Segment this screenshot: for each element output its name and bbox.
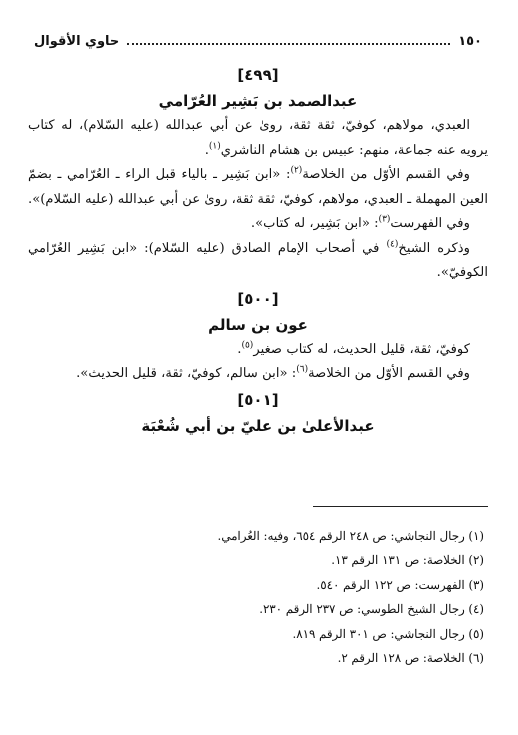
header-dot-leader: [127, 43, 450, 45]
footnote-ref: (٢): [290, 165, 303, 176]
footnote: (٢) الخلاصة: ص ١٣١ الرقم ١٣.: [331, 553, 484, 568]
footnote-separator: [313, 506, 488, 507]
footnote-ref: (٤): [386, 239, 399, 250]
page-number: ١٥٠: [458, 33, 482, 49]
footnote: (١) رجال النجاشي: ص ٢٤٨ الرقم ٦٥٤، وفيه: العُرامي.: [217, 529, 484, 543]
entry-name: عبدالصمد بن بَشِير العُرّامي: [158, 92, 358, 110]
footnote: (٥) رجال النجاشي: ص ٣٠١ الرقم ٨١٩.: [292, 626, 484, 641]
footnote-ref: (٦): [296, 364, 309, 375]
main-text: [28, 62, 488, 439]
footnote-ref: (١): [208, 141, 221, 152]
footnote-ref: (٣): [378, 214, 391, 225]
footnotes: [40, 524, 484, 670]
running-title: حاوي الأقوال: [34, 33, 120, 49]
entry-number: [٤٩٩]: [237, 66, 279, 84]
entry-paragraph: وفي القسم الأوّل من الخلاصة$^{(٦)}$: «ابن سالم، كوفيّ، ثقة، قليل الحديث».: [76, 364, 470, 381]
entry-name: عبدالأعلىٰ بن عليّ بن أبي شُعْبَة: [141, 416, 375, 435]
entry-paragraph: العبدي، مولاهم، كوفيّ، ثقة ثقة، روىٰ عن أبي عبدالله (عليه السّلام)، له كتاب يرويه عنه جماعة، منهم: عبيس بن هشام الناشري$^{(١)}$.: [28, 118, 488, 158]
footnote: (٣) الفهرست: ص ١٢٢ الرقم ٥٤٠.: [316, 577, 484, 592]
footnote-ref: (٥): [241, 340, 254, 351]
running-header: [34, 30, 482, 52]
entry-paragraph: كوفيّ، ثقة، قليل الحديث، له كتاب صغير$^{(٥)}$.: [237, 340, 470, 357]
footnote: (٤) رجال الشيخ الطوسي: ص ٢٣٧ الرقم ٢٣٠.: [259, 602, 484, 617]
entry-number: [٥٠٠]: [237, 289, 279, 308]
entry-number: [٥٠١]: [237, 390, 279, 409]
entry-paragraph: وذكره الشيخ$^{(٤)}$ في أصحاب الإمام الصادق (عليه السّلام): «ابن بَشِير العُرّامي الكوفيّ».: [28, 239, 488, 280]
footnote: (٦) الخلاصة: ص ١٢٨ الرقم ٢.: [337, 651, 484, 666]
entry-paragraph: وفي القسم الأوّل من الخلاصة$^{(٢)}$: «ابن بَشِير ـ بالياء قبل الراء ـ العُرّامي ـ بضمّ العين المهملة ـ العبدي، مولاهم، كوفيّ، ثقة ثقة، روىٰ عن أبي عبدالله (عليه السّلام)».: [28, 165, 488, 207]
entry-paragraph: وفي الفهرست$^{(٣)}$: «ابن بَشِير، له كتاب».: [250, 214, 470, 231]
entry-name: عون بن سالم: [208, 315, 308, 334]
